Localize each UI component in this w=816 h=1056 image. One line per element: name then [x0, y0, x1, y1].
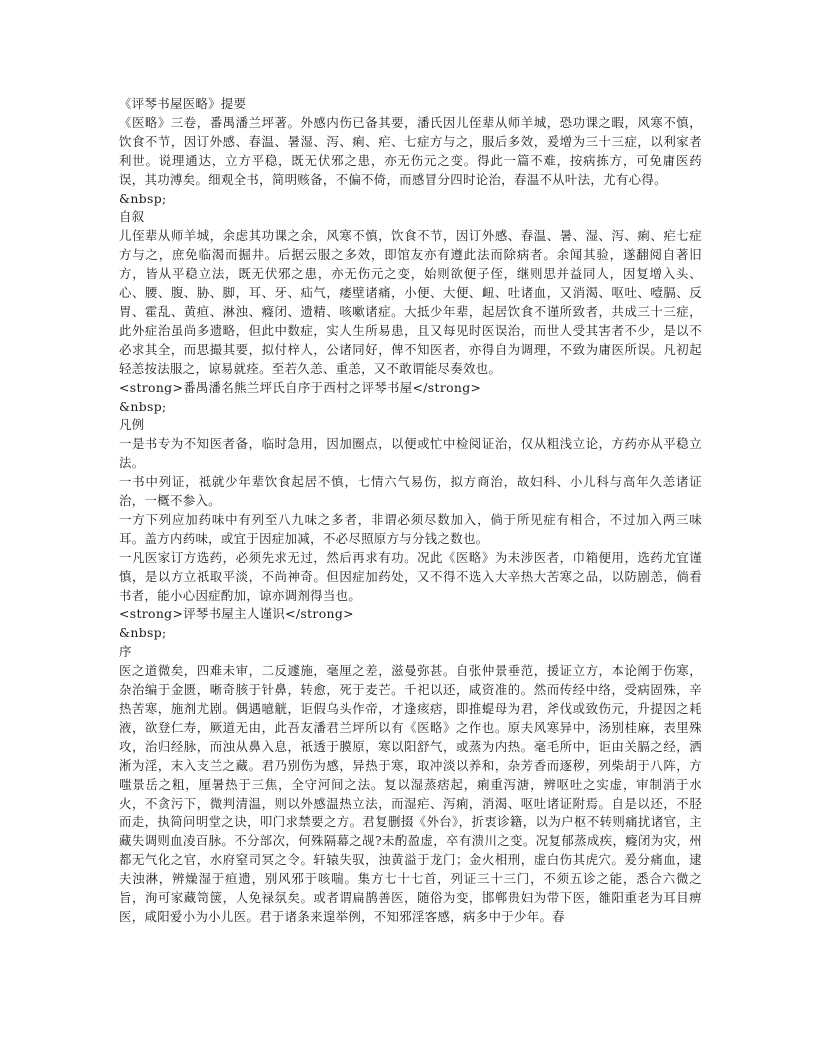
rule-item: 一是书专为不知医者备，临时急用，因加圈点，以便或忙中检阅证治，仅从粗浅立论，方药亦从平稳立法。 [119, 436, 702, 471]
preface-paragraph: 儿侄辈从师羊城，余虑其功课之余，风寒不慎，饮食不节，因订外感、春温、暑、湿、泻、痢、疟七症方与之，庶免临渴而掘井。后据云服之多效，即馆友亦有遵此法而除病者。余闻其验，遂翻阅自著旧方，皆从平稳立法，既无伏邪之患，亦无伤元之变，始则欲便子侄，继则思并益同人，因复增入头、心、腰、腹、胁、脚，耳、牙、疝气，痿壁诸痛，小便、大便、衄、吐诸血，又消渴、呕吐、噎膈、反胃、霍乱、黄疸、淋浊、癃闭、遗精、咳嗽诸症。大抵少年辈，起居饮食不谨所致者，共成三十三症，此外症治虽尚多遗略，但此中数症，实人生所易患，且又每见时医误治，而世人受其害者不少，是以不必求其全，而思撮其要，拟付梓人，公诸同好，俾不知医者，亦得自为调理，不致为庸医所误。凡初起轻恙按法服之，谅易就痊。至若久恙、重恙，又不敢谓能尽奏效也。 [119, 228, 702, 376]
spacer-line: &nbsp; [119, 398, 167, 414]
rules-signature: <strong>评琴书屋主人谨识</strong> [119, 606, 354, 622]
spacer-line: &nbsp; [119, 625, 167, 641]
rule-item: 一书中列证，祗就少年辈饮食起居不慎，七情六气易伤，拟方商治，故妇科、小儿科与高年久恙诸证治，一概不参入。 [119, 474, 702, 509]
rule-item: 一方下列应加药味中有列至八九味之多者，非谓必须尽数加入，倘于所见症有相合，不过加入两三味耳。盖方内药味，或宜于因症加减，不必尽照原方与分钱之数也。 [119, 511, 702, 546]
foreword-heading: 序 [119, 644, 132, 660]
rules-heading: 凡例 [119, 417, 145, 433]
rule-item: 一凡医家订方选药，必须先求无过，然后再求有功。况此《医略》为未涉医者，巾箱便用，选药尤宜谨慎，是以方立祇取平淡，不尚神奇。但因症加药处，又不得不选入大辛热大苦寒之品，以防剧恙，倘看书者，能小心因症酌加，谅亦调剂得当也。 [119, 549, 702, 603]
summary-paragraph: 《医略》三卷，番禺潘兰坪著。外感内伤已备其要，潘氏因儿侄辈从师羊城，恐功课之暇，风寒不慎，饮食不节，因订外感、春温、暑湿、泻、痢、疟、七症方与之，服后多效，爰增为三十三症，以利家者利世。说理通达，立方平稳，既无伏邪之患，亦无伤元之变。得此一篇不难，按病拣方，可免庸医药误，其功溥矣。细观全书，简明赅备，不偏不倚，而感冒分四时论治，春温不从叶法，尤有心得。 [119, 114, 702, 187]
foreword-paragraph: 医之道微矣，四难未审，二反遽施，毫厘之差，滋曼弥甚。自张仲景垂范，援证立方，本论阐于伤寒，杂治编于金匮，晰奇胲于针鼻，转愈，死于麦芒。千祀以还，咸资准的。然而传经中络，受病固殊，辛热苦寒，施剂尤剧。偶遇噫觥，讵假乌头作帝，才逢痎痞，即推蝭母为君，斧伐或致伤元，升提因之耗液，欲登仁寿，厥道无由，此吾友潘君兰坪所以有《医略》之作也。原夫风寒异中，汤别桂麻，表里殊攻，治归经脉，而浊从鼻入息，祇透于膜原，寒以阳舒气，或蒸为内热。毫毛所中，讵由关膈之经，洒淅为淫，末入支兰之藏。君乃别伤为感，异热于寒，取冲淡以养和，杂芳香而逐秽，列柴胡于八阵，方嗤景岳之粗，厘暑热于三焦，全守河间之法。复以湿蒸痞起，痢重泻溏，辨呕吐之实虚，审制消于水火，不贪污下，微判清温，则以外感温热立法，而湿疟、泻痢，消渴、呕吐诸证附焉。自是以还，不胫而走，执简问明堂之诀，叩门求禁要之方。君复删掇《外台》，折衷诊籍，以为户枢不转则痛扰诸官，主藏失调则血凌百脉。不分部次，何殊隔幕之觇?未酌盈虚，卒有溃川之变。况复郁蒸成疾，癃闭为灾，州都无气化之官，水府窒司冥之令。轩辕失驭，浊黄溢于龙门；金火相刑，虚白伤其虎穴。爰分痛血，逮夫浊淋，辨燥湿于疸遗，别风邪于咳喘。集方七十七首，列证三十三门，不须五诊之能，悉合六微之旨，洵可家藏笥箧，人免禄氛矣。或者谓扁鹊善医，随俗为变，邯郸贵妇为带下医，雒阳重老为耳目痹医，咸阳爱小为小儿医。君于诸条来遑举例，不知邪淫客感，病多中于少年。春 [119, 663, 702, 924]
preface-heading: 自叙 [119, 209, 145, 225]
summary-title: 《评琴书屋医略》提要 [119, 96, 247, 111]
spacer-line: &nbsp; [119, 190, 167, 206]
document-body [119, 95, 702, 927]
preface-signature: <strong>番禺潘名熊兰坪氏自序于西村之评琴书屋</strong> [119, 379, 482, 395]
